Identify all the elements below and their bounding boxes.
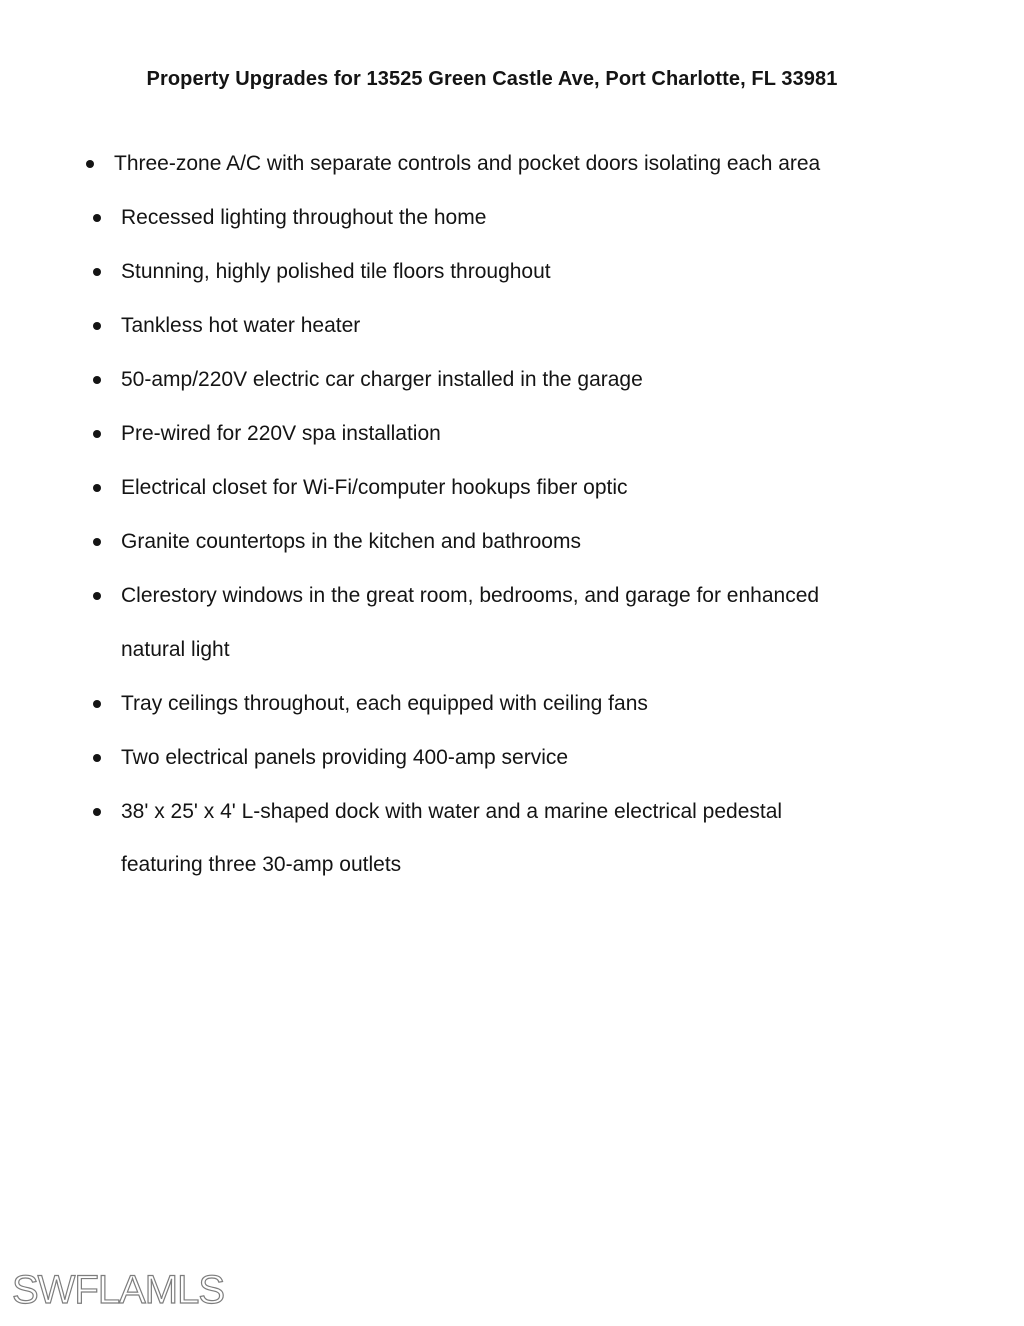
bullet-icon	[93, 754, 101, 762]
list-item-text: Two electrical panels providing 400-amp service	[121, 746, 569, 769]
list-item-text: Tray ceilings throughout, each equipped with ceiling fans	[121, 692, 648, 715]
list-item-text: Pre-wired for 220V spa installation	[121, 422, 441, 445]
list-item-text-continuation: natural light	[121, 638, 230, 661]
bullet-icon	[93, 538, 101, 546]
list-item-text-continuation: featuring three 30-amp outlets	[121, 853, 402, 876]
bullet-icon	[86, 160, 94, 168]
bullet-icon	[93, 268, 101, 276]
list-item-text: 50-amp/220V electric car charger installed in the garage	[121, 368, 643, 391]
list-item-text: Tankless hot water heater	[121, 314, 361, 337]
list-item-text: 38' x 25' x 4' L-shaped dock with water and a marine electrical pedestal	[121, 800, 783, 823]
bullet-icon	[93, 214, 101, 222]
bullet-icon	[93, 322, 101, 330]
bullet-icon	[93, 700, 101, 708]
list-item-text: Recessed lighting throughout the home	[121, 206, 487, 229]
list-item-text: Stunning, highly polished tile floors throughout	[121, 260, 551, 283]
list-item-text: Electrical closet for Wi-Fi/computer hookups fiber optic	[121, 476, 628, 499]
list-item-text: Clerestory windows in the great room, bedrooms, and garage for enhanced	[121, 584, 820, 607]
watermark-text: SWFLAMLS	[12, 1268, 225, 1312]
list-item-text: Three-zone A/C with separate controls and pocket doors isolating each area	[114, 152, 821, 175]
bullet-icon	[93, 592, 101, 600]
document-title: Property Upgrades for 13525 Green Castle Ave, Port Charlotte, FL 33981	[146, 68, 838, 90]
bullet-icon	[93, 808, 101, 816]
bullet-icon	[93, 430, 101, 438]
list-item-text: Granite countertops in the kitchen and bathrooms	[121, 530, 581, 553]
bullet-icon	[93, 376, 101, 384]
bullet-icon	[93, 484, 101, 492]
